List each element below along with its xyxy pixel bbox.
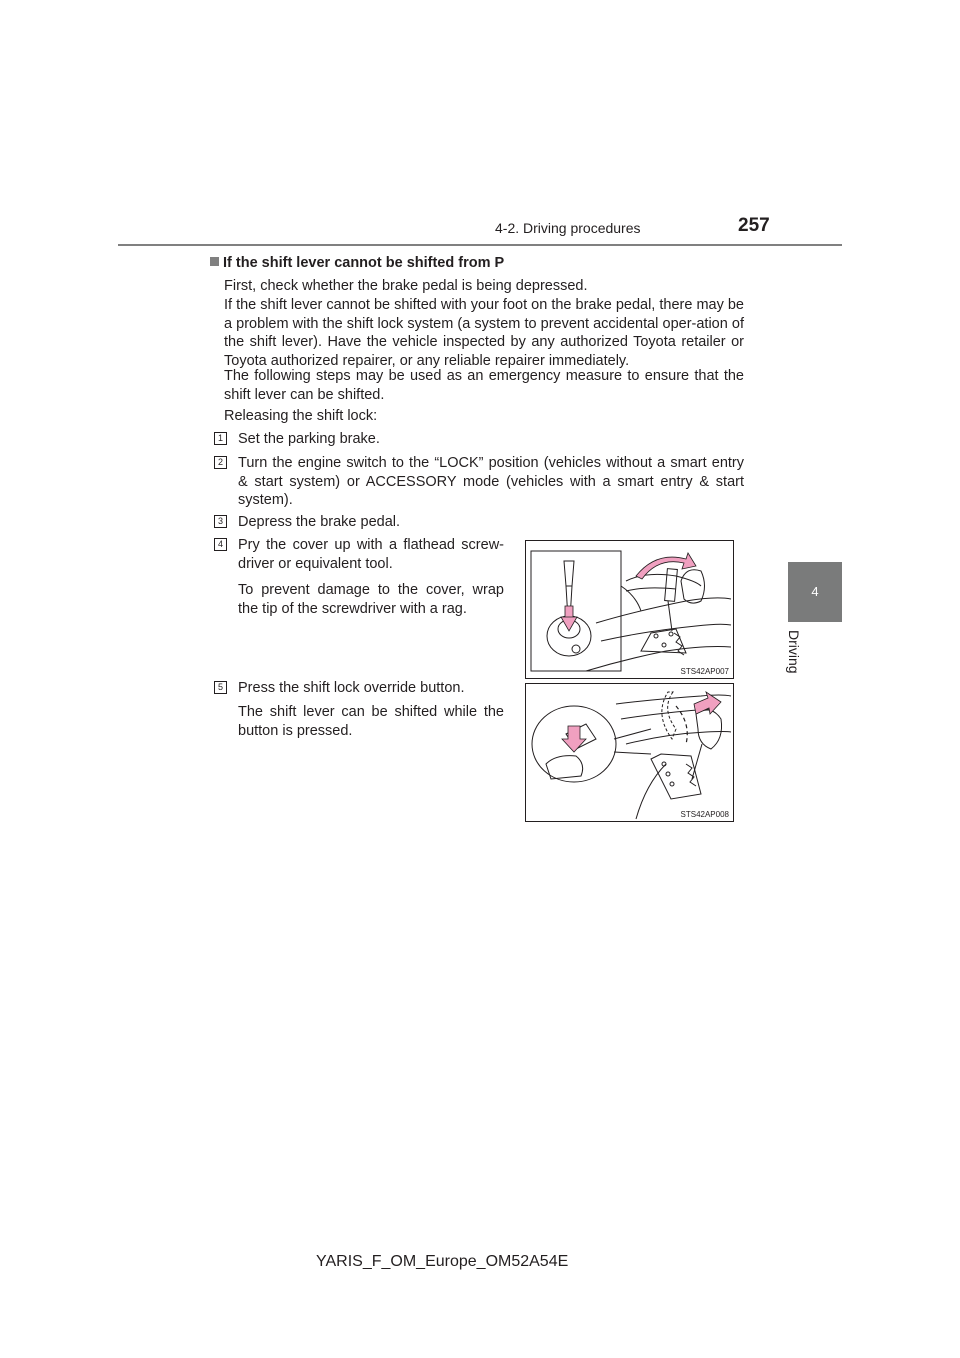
step-note-5: The shift lever can be shifted while the button is pressed. (238, 704, 504, 739)
step-text-3: Depress the brake pedal. (238, 514, 401, 530)
chapter-label-text: Driving (786, 630, 802, 674)
heading-square-icon (210, 257, 219, 266)
step-number-3: 3 (214, 515, 227, 528)
step-text-2: Turn the engine switch to the “LOCK” position (vehicles without a smart entry & start system) or ACCESSORY mode (vehicles with a smart entry & start system). (238, 455, 744, 509)
intro-paragraph-2: If the shift lever cannot be shifted with your foot on the brake pedal, there may be a problem with the shift lock system (a system to prevent accidental oper-ation of the shift lever). Have the vehicle inspected by any authorized Toyota retailer or Toyota authorized repairer, or any reliable repairer immediately. (224, 297, 744, 369)
step-text-4: Pry the cover up with a flathead screw-driver or equivalent tool. (238, 537, 504, 572)
section-heading (210, 255, 504, 271)
chapter-label (782, 630, 804, 690)
screwdriver-illustration (526, 541, 733, 678)
figure-code-1: STS42AP007 (680, 667, 729, 676)
page-number: 257 (738, 215, 770, 236)
step-number-4: 4 (214, 538, 227, 551)
figure-code-2: STS42AP008 (680, 810, 729, 819)
header-section-title: 4-2. Driving procedures (495, 220, 641, 236)
section-heading-text: If the shift lever cannot be shifted from P (223, 255, 505, 271)
step-number-2: 2 (214, 456, 227, 469)
figure-cover-removal (525, 540, 734, 679)
step-number-1: 1 (214, 432, 227, 445)
step-text-5: Press the shift lock override button. (238, 680, 465, 696)
step-text-1: Set the parking brake. (238, 431, 380, 447)
chapter-tab[interactable]: 4 (788, 562, 842, 622)
header-rule (118, 244, 842, 246)
figure-shift-lock-override (525, 683, 734, 822)
override-button-illustration (526, 684, 733, 821)
intro-paragraph-1: First, check whether the brake pedal is being depressed. (224, 278, 588, 294)
document-footer: YARIS_F_OM_Europe_OM52A54E (316, 1253, 569, 1270)
intro-paragraph-3: The following steps may be used as an emergency measure to ensure that the shift lever can be shifted. (224, 368, 744, 403)
step-number-5: 5 (214, 681, 227, 694)
releasing-label: Releasing the shift lock: (224, 408, 378, 424)
step-note-4: To prevent damage to the cover, wrap the tip of the screwdriver with a rag. (238, 582, 504, 617)
